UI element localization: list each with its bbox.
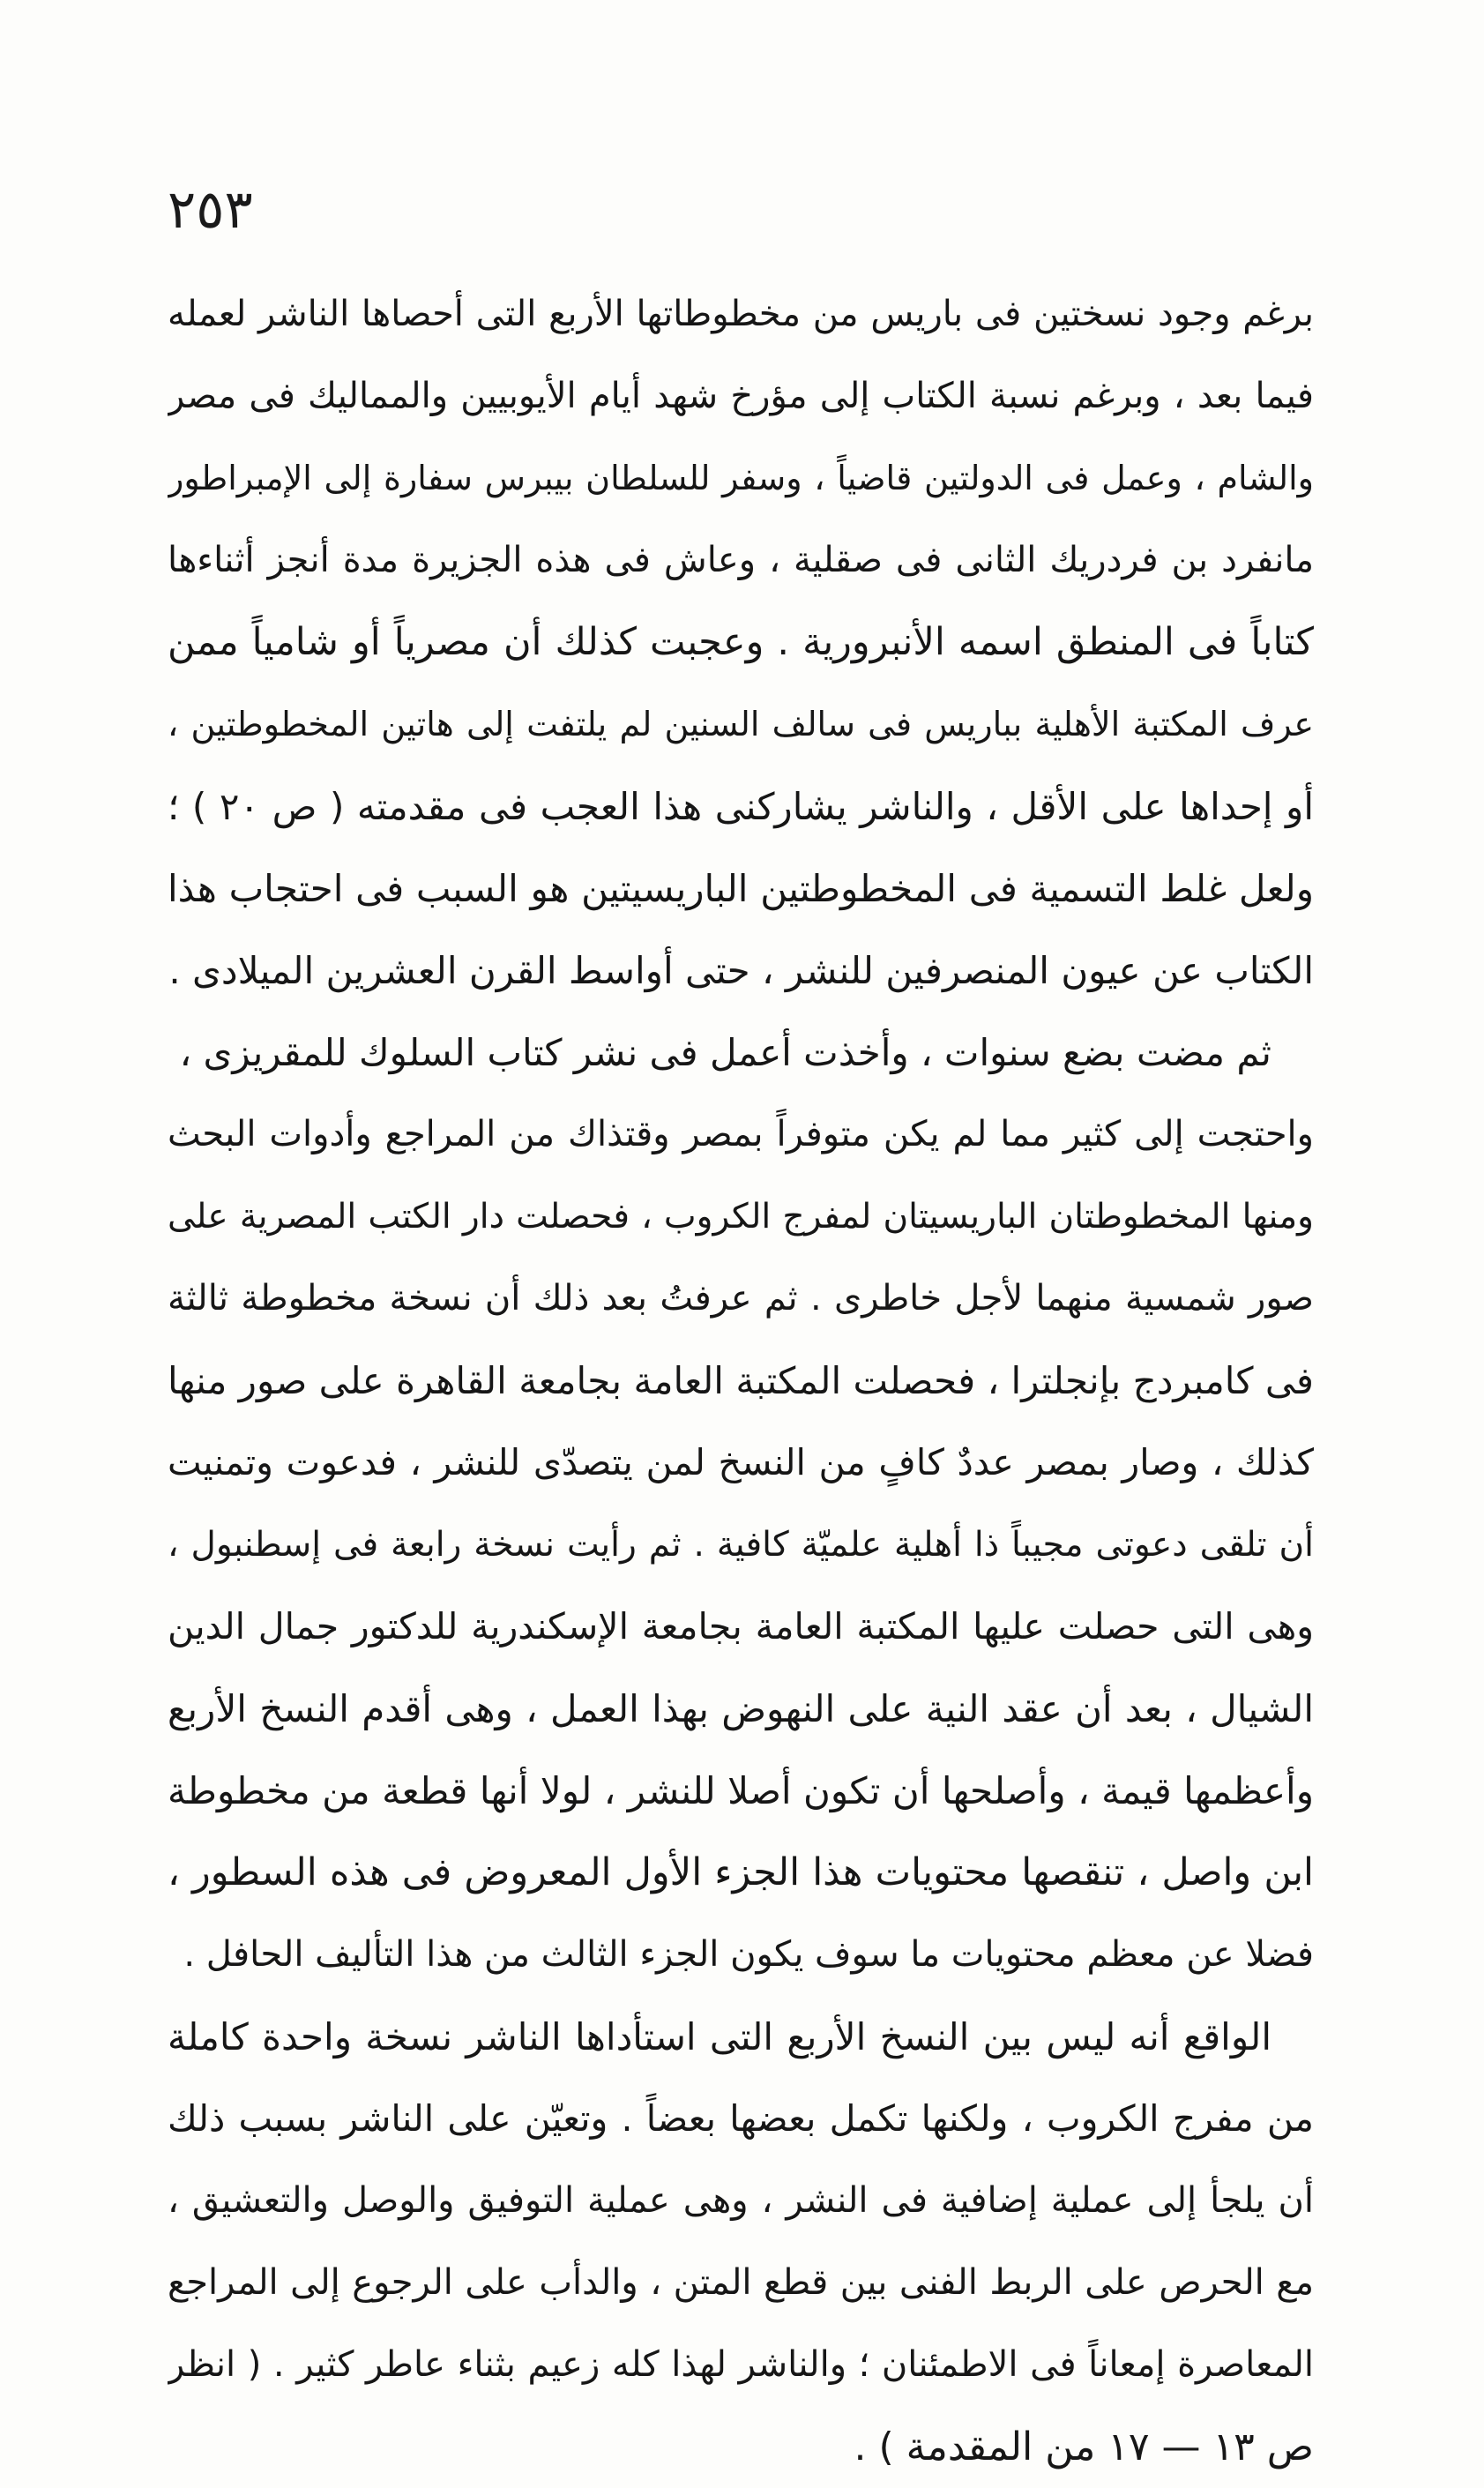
- text-line: الواقع أنه ليس بين النسخ الأربع التى استأداها الناشر نسخة واحدة كاملة: [168, 2015, 1271, 2058]
- page-number: ٢٥٣: [168, 179, 253, 241]
- text-line: ولعل غلط التسمية فى المخطوطتين الباريسيتين هو السبب فى احتجاب هذا: [168, 867, 1314, 910]
- paragraph-2: [168, 1012, 1314, 1996]
- text-line: وأعظمها قيمة ، وأصلحها أن تكون أصلا للنشر ، لولا أنها قطعة من مخطوطة: [168, 1769, 1314, 1812]
- text-line: كذلك ، وصار بمصر عددٌ كافٍ من النسخ لمن يتصدّى للنشر ، فدعوت وتمنيت: [168, 1441, 1314, 1483]
- text-line: أن تلقى دعوتى مجيباً ذا أهلية علميّة كافية . ثم رأيت نسخة رابعة فى إسطنبول ،: [168, 1525, 1314, 1565]
- text-line: من مفرج الكروب ، ولكنها تكمل بعضها بعضاً . وتعيّن على الناشر بسبب ذلك: [168, 2097, 1314, 2140]
- text-line: ثم مضت بضع سنوات ، وأخذت أعمل فى نشر كتاب السلوك للمقريزى ،: [179, 1031, 1271, 1074]
- text-line: ابن واصل ، تنقصها محتويات هذا الجزء الأول المعروض فى هذه السطور ،: [168, 1850, 1314, 1894]
- text-line: والشام ، وعمل فى الدولتين قاضياً ، وسفر للسلطان بيبرس سفارة إلى الإمبراطور: [168, 459, 1314, 497]
- text-line: فضلا عن معظم محتويات ما سوف يكون الجزء الثالث من هذا التأليف الحافل .: [183, 1934, 1314, 1975]
- paragraph-3: [168, 1996, 1314, 2488]
- text-line: ومنها المخطوطتان الباريسيتان لمفرج الكروب ، فحصلت دار الكتب المصرية على: [168, 1197, 1314, 1237]
- text-line: مع الحرص على الربط الفنى بين قطع المتن ، والدأب على الرجوع إلى المراجع: [168, 2262, 1314, 2303]
- text-line: عرف المكتبة الأهلية بباريس فى سالف السنين لم يلتفت إلى هاتين المخطوطتين ،: [168, 705, 1314, 743]
- paragraph-1: [168, 273, 1314, 1012]
- text-line: واحتجت إلى كثير مما لم يكن متوفراً بمصر وقتذاك من المراجع وأدوات البحث: [168, 1114, 1314, 1154]
- text-line: وهى التى حصلت عليها المكتبة العامة بجامعة الإسكندرية للدكتور جمال الدين: [168, 1605, 1314, 1647]
- text-line: فيما بعد ، وبرغم نسبة الكتاب إلى مؤرخ شهد أيام الأيوبيين والمماليك فى مصر: [168, 376, 1314, 416]
- text-line: برغم وجود نسختين فى باريس من مخطوطاتها الأربع التى أحصاها الناشر لعمله: [168, 294, 1314, 334]
- body-text: [168, 273, 1314, 2488]
- text-line: كتاباً فى المنطق اسمه الأنبرورية . وعجبت كذلك أن مصرياً أو شامياً ممن: [168, 620, 1314, 664]
- text-line: الكتاب عن عيون المنصرفين للنشر ، حتى أواسط القرن العشرين الميلادى .: [168, 949, 1314, 992]
- text-line: الشيال ، بعد أن عقد النية على النهوض بهذا العمل ، وهى أقدم النسخ الأربع: [168, 1687, 1314, 1730]
- text-line: فى كامبردج بإنجلترا ، فحصلت المكتبة العامة بجامعة القاهرة على صور منها: [168, 1359, 1314, 1402]
- text-line: مانفرد بن فردريك الثانى فى صقلية ، وعاش فى هذه الجزيرة مدة أنجز أثناءها: [168, 540, 1314, 580]
- text-line: ص ١٣ — ١٧ من المقدمة ) .: [854, 2424, 1314, 2469]
- text-line: أن يلجأ إلى عملية إضافية فى النشر ، وهى عملية التوفيق والوصل والتعشيق ،: [168, 2180, 1314, 2221]
- text-line: المعاصرة إمعاناً فى الاطمئنان ؛ والناشر لهذا كله زعيم بثناء عاطر كثير . ( انظر: [168, 2344, 1314, 2385]
- text-line: صور شمسية منهما لأجل خاطرى . ثم عرفتُ بعد ذلك أن نسخة مخطوطة ثالثة: [168, 1278, 1314, 1319]
- text-line: أو إحداها على الأقل ، والناشر يشاركنى هذا العجب فى مقدمته ( ص ٢٠ ) ؛: [168, 785, 1314, 828]
